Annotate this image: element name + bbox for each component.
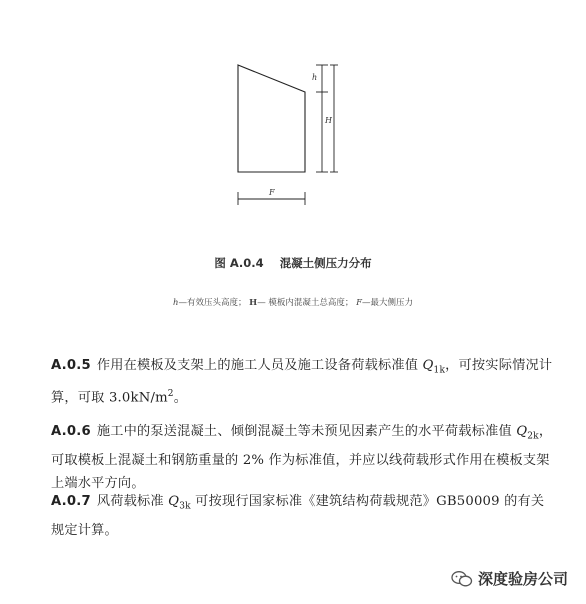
section-text: 可按现行国家标准《建筑结构荷载规范》GB50009 的有关规定计算。 xyxy=(51,494,545,538)
label-F: F xyxy=(269,188,275,197)
figure-title: 混凝土侧压力分布 xyxy=(279,256,372,270)
figure-legend xyxy=(0,296,586,308)
section-a06 xyxy=(51,420,556,495)
pressure-shape xyxy=(238,65,305,172)
load-symbol: $Q_{3k}$ xyxy=(168,494,191,512)
section-text: ，可按实际情况计算，可取 3.0kN/m xyxy=(51,358,553,406)
note-h-desc: —有效压头高度； xyxy=(178,298,247,308)
note-F-symbol: F xyxy=(356,298,363,308)
note-H-desc: — 模板内混凝土总高度； xyxy=(257,298,354,308)
watermark-text: 深度验房公司 xyxy=(477,570,568,588)
section-text: 施工中的泵送混凝土、倾倒混凝土等未预见因素产生的水平荷载标准值 xyxy=(96,424,517,439)
pressure-diagram xyxy=(0,0,586,240)
figure-number: 图 A.0.4 xyxy=(214,256,264,270)
label-h: h xyxy=(312,73,318,82)
watermark xyxy=(451,568,568,589)
load-symbol: $Q_{2k}$ xyxy=(516,424,539,442)
section-text: 风荷载标准 xyxy=(96,494,169,509)
section-a05: A.0.5 作用在模板及支架上的施工人员及施工设备荷载标准值 $Q_{1k}$，可按实际情况计算，可取 $3.0kN/m^2$。 xyxy=(51,358,553,406)
label-H: H xyxy=(325,116,332,125)
wechat-icon xyxy=(451,570,473,588)
unit-exponent: 2 xyxy=(167,388,174,399)
section-id: A.0.6 xyxy=(51,424,91,439)
note-F-desc: —最大侧压力 xyxy=(362,298,414,308)
section-text: ，可取模板上混凝土和钢筋重量的 2% 作为标准值，并应以线荷载形式作用在模板支架上端水平方向。 xyxy=(51,424,553,491)
figure-caption xyxy=(0,255,586,271)
section-id: A.0.7 xyxy=(51,494,91,509)
section-text: 作用在模板及支架上的施工人员及施工设备荷载标准值 xyxy=(96,358,423,373)
note-h-symbol: h xyxy=(172,298,179,308)
section-id: A.0.5 xyxy=(51,358,91,373)
load-symbol: $Q_{1k}$ xyxy=(422,358,446,376)
note-H-symbol: H xyxy=(249,298,258,308)
section-a07 xyxy=(51,490,556,542)
